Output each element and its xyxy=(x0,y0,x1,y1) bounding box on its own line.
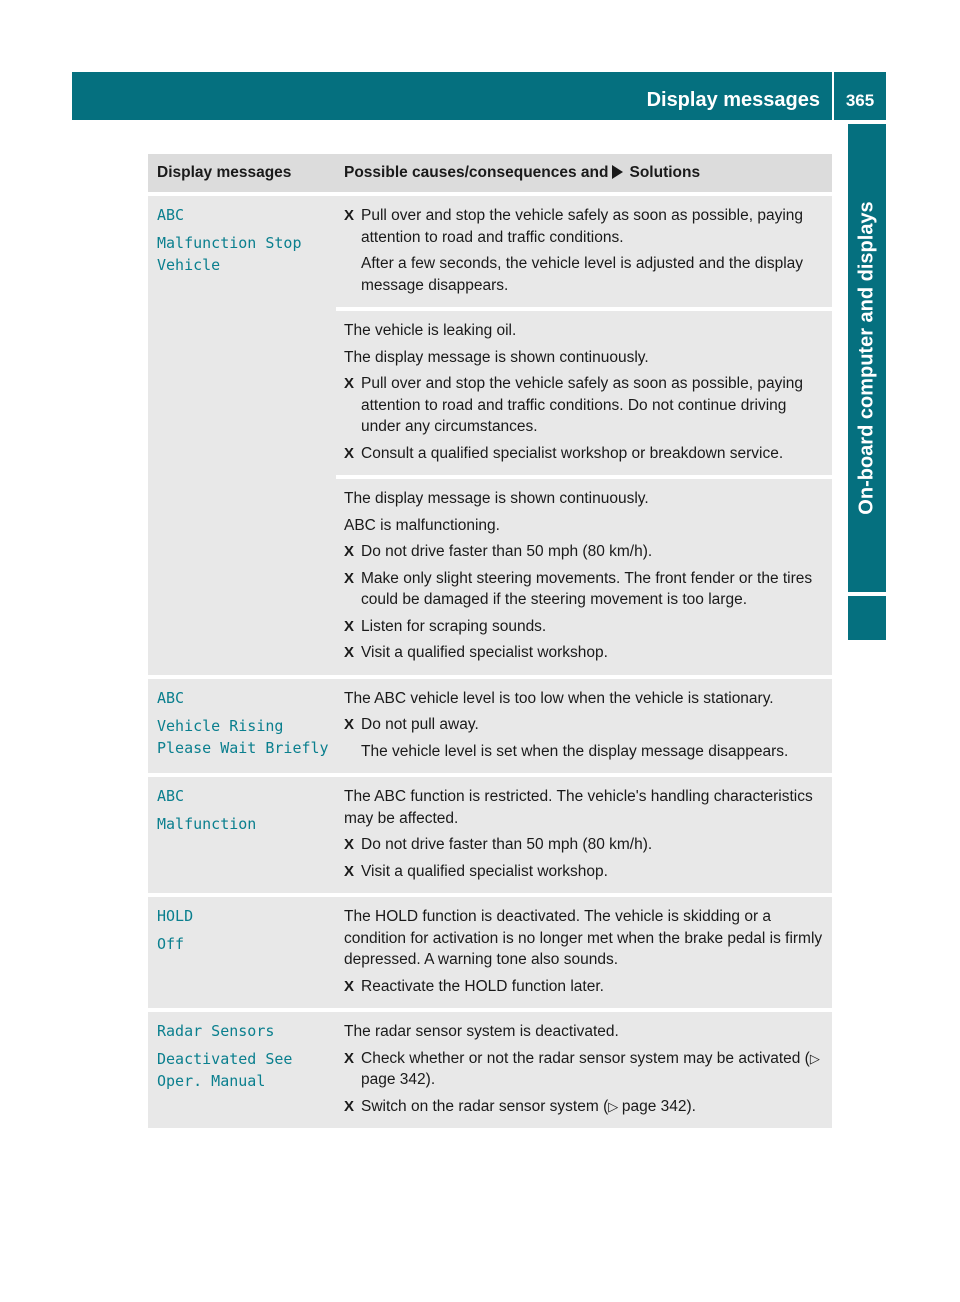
side-tab-label: On-board computer and displays xyxy=(855,201,878,515)
step-text: After a few seconds, the vehicle level is adjusted and the display message disappears. xyxy=(361,255,804,294)
step-text-end: ). xyxy=(425,1071,436,1088)
solution-step xyxy=(344,443,826,465)
cause-text: The display message is shown continuously. xyxy=(344,490,649,507)
page-ref: page 342 xyxy=(361,1071,426,1088)
solution-cell xyxy=(336,196,832,675)
table-body xyxy=(148,196,832,1128)
step-x-icon: X xyxy=(344,862,355,880)
display-message-line: ABC xyxy=(157,688,185,707)
step-text: Make only slight steering movements. The front fender or the tires could be damaged if the steering movement is too large. xyxy=(361,569,813,608)
step-text: Consult a qualified specialist workshop or breakdown service. xyxy=(361,444,784,462)
step-text: Visit a qualified specialist workshop. xyxy=(361,862,608,880)
solution-step xyxy=(344,714,826,736)
display-message-cell xyxy=(148,679,336,774)
display-message-line: Vehicle Rising xyxy=(157,716,284,735)
step-text: Reactivate the HOLD function later. xyxy=(361,977,604,995)
display-messages-table xyxy=(148,154,832,1128)
solution-step xyxy=(344,205,826,248)
solution-step xyxy=(344,616,826,638)
solution-step xyxy=(344,1048,826,1091)
step-text: Pull over and stop the vehicle safely as soon as possible, paying attention to road and traffic conditions. Do not continue driving under any circumstances. xyxy=(361,375,804,435)
step-text: Listen for scraping sounds. xyxy=(361,617,547,635)
solution-step xyxy=(344,541,826,563)
cause-text: ABC is malfunctioning. xyxy=(344,516,500,534)
display-message-line: Malfunction xyxy=(157,815,257,833)
step-x-icon: X xyxy=(344,716,355,733)
side-tab xyxy=(848,124,886,592)
solution-cell xyxy=(336,897,832,1008)
col-header-solutions-text: Solutions xyxy=(629,164,701,181)
step-text: Switch on the radar sensor system ( xyxy=(361,1097,609,1115)
solution-block xyxy=(336,196,832,307)
cause-text: The ABC function is restricted. The vehicle's handling characteristics may be affected. xyxy=(344,788,813,827)
solution-cell xyxy=(336,777,832,893)
page-number-box xyxy=(834,72,886,120)
solution-note xyxy=(344,253,826,296)
step-x-icon: X xyxy=(344,543,355,560)
header-bar xyxy=(72,72,832,120)
arrow-right-icon xyxy=(612,165,623,179)
col-header-causes xyxy=(336,164,832,182)
page-title: Display messages xyxy=(646,89,820,111)
display-message-line: Off xyxy=(157,935,185,953)
cause-text: The display message is shown continuously. xyxy=(344,348,649,366)
table-row xyxy=(148,777,832,893)
cause-text: The radar sensor system is deactivated. xyxy=(344,1023,619,1040)
display-message-line: HOLD xyxy=(157,907,194,925)
step-x-icon: X xyxy=(344,977,355,995)
display-message-line: Vehicle xyxy=(157,256,221,274)
step-text: The vehicle level is set when the display message disappears. xyxy=(361,742,789,760)
display-message-line: ABC xyxy=(157,206,185,224)
display-message-line: Please Wait Briefly xyxy=(157,738,329,757)
display-message-line: ABC xyxy=(157,787,185,805)
display-message-line: Radar Sensors xyxy=(157,1022,275,1040)
solution-block xyxy=(336,1012,832,1128)
display-message-cell xyxy=(148,897,336,1008)
display-message-line: Malfunction Stop xyxy=(157,234,302,252)
step-text: Check whether or not the radar sensor system may be activated ( xyxy=(361,1049,810,1067)
step-x-icon: X xyxy=(344,836,355,853)
step-x-icon: X xyxy=(344,644,355,661)
solution-note xyxy=(344,741,826,763)
display-message-line: Oper. Manual xyxy=(157,1072,266,1090)
solution-block xyxy=(336,307,832,475)
side-marker xyxy=(848,596,886,640)
step-x-icon: X xyxy=(344,1049,355,1067)
solution-step xyxy=(344,976,826,998)
solution-block xyxy=(336,475,832,675)
page-ref-icon: ▷ xyxy=(608,1098,622,1114)
solution-step xyxy=(344,834,826,856)
display-message-cell xyxy=(148,777,336,893)
display-message-cell xyxy=(148,1012,336,1128)
step-x-icon: X xyxy=(344,569,355,587)
step-text: Do not drive faster than 50 mph (80 km/h). xyxy=(361,543,653,560)
display-message-cell xyxy=(148,196,336,675)
solution-step xyxy=(344,373,826,438)
step-x-icon: X xyxy=(344,617,355,635)
page-ref-icon: ▷ xyxy=(809,1050,820,1066)
col-header-causes-text: Possible causes/consequences and xyxy=(344,164,609,181)
solution-cell xyxy=(336,1012,832,1128)
solution-block xyxy=(336,679,832,774)
step-text: Do not drive faster than 50 mph (80 km/h). xyxy=(361,836,653,853)
step-text: Visit a qualified specialist workshop. xyxy=(361,644,608,661)
step-text-end: ). xyxy=(686,1097,696,1115)
step-x-icon: X xyxy=(344,444,355,462)
solution-step xyxy=(344,642,826,664)
solution-block xyxy=(336,897,832,1008)
solution-step xyxy=(344,1096,826,1118)
table-header xyxy=(148,154,832,192)
table-row xyxy=(148,897,832,1008)
table-row xyxy=(148,196,832,675)
page-number: 365 xyxy=(845,91,875,110)
step-text: Pull over and stop the vehicle safely as soon as possible, paying attention to road and traffic conditions. xyxy=(361,207,804,246)
solution-block xyxy=(336,777,832,893)
table-row xyxy=(148,1012,832,1128)
cause-text: The HOLD function is deactivated. The vehicle is skidding or a condition for activation is no longer met when the brake pedal is firmly depressed. A warning tone also sounds. xyxy=(344,908,823,968)
step-x-icon: X xyxy=(344,1097,355,1115)
col-header-messages: Display messages xyxy=(157,164,292,181)
page-ref: page 342 xyxy=(621,1097,687,1115)
cause-text: The ABC vehicle level is too low when the vehicle is stationary. xyxy=(344,689,774,707)
solution-step xyxy=(344,861,826,883)
cause-text: The vehicle is leaking oil. xyxy=(344,322,517,339)
step-x-icon: X xyxy=(344,207,355,224)
step-text: Do not pull away. xyxy=(361,716,479,733)
table-row xyxy=(148,679,832,774)
solution-cell xyxy=(336,679,832,774)
display-message-line: Deactivated See xyxy=(157,1050,293,1068)
step-x-icon: X xyxy=(344,375,355,392)
solution-step xyxy=(344,568,826,611)
